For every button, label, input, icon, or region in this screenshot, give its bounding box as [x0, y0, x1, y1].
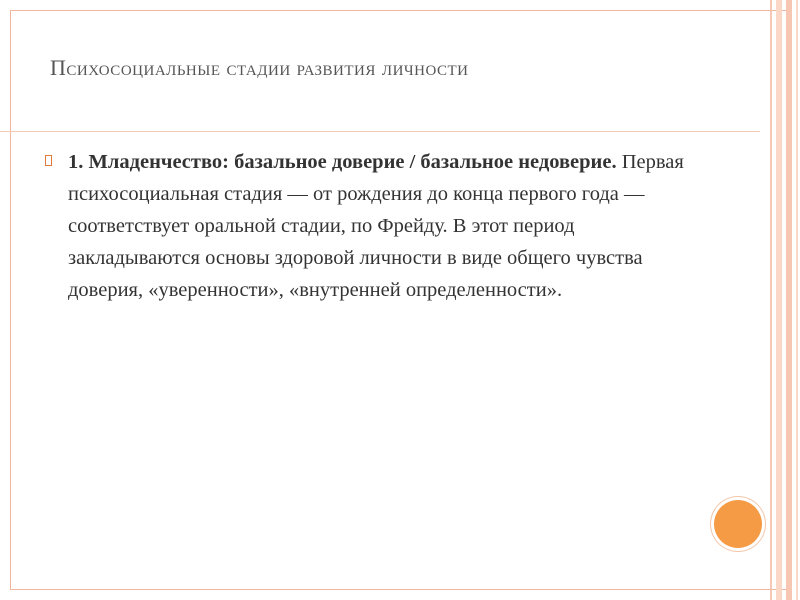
slide-title: Психосоциальные стадии развития личности — [50, 55, 469, 80]
square-bullet-icon — [45, 155, 52, 166]
stripe-4 — [796, 0, 798, 600]
title-divider — [0, 131, 760, 132]
paragraph-text: Первая психосоциальная стадия — от рождения до конца первого года — соответствует оральной стадии, по Фрейду. В этот период закладываются основы здоровой личности в виде общего чувства доверия, «уверенности», «внутренней определенности». — [68, 151, 684, 301]
stripe-3 — [786, 0, 792, 600]
right-decor-stripes — [766, 0, 800, 600]
paragraph-heading: 1. Младенчество: базальное доверие / базальное недоверие. — [68, 151, 617, 173]
stripe-2 — [776, 0, 782, 600]
slide-body-text — [68, 146, 698, 306]
orange-circle-icon — [714, 500, 762, 548]
stripe-1 — [770, 0, 772, 600]
